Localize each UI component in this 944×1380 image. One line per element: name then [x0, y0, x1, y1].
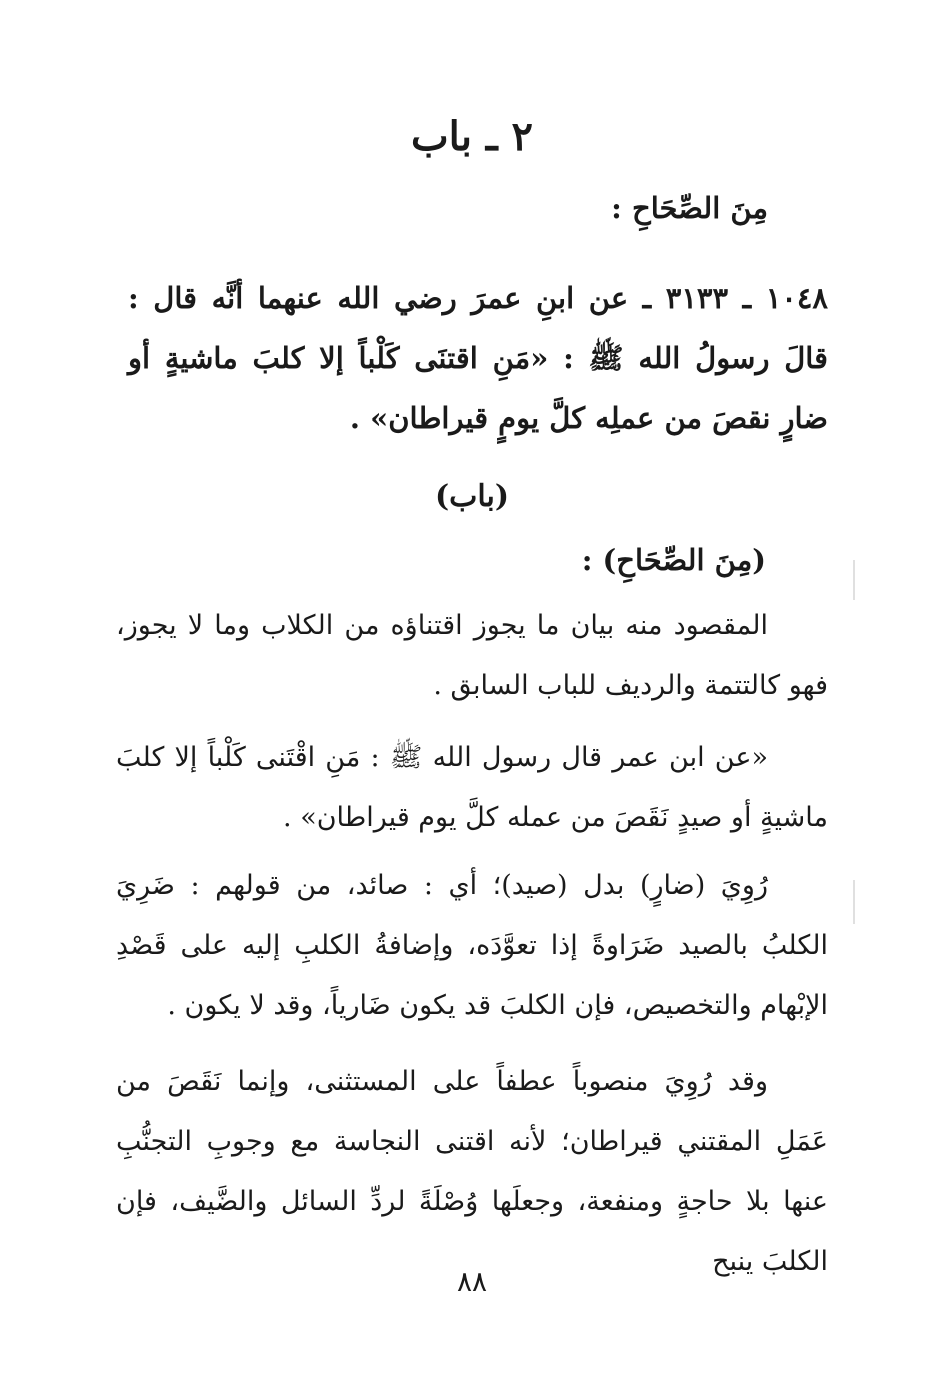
commentary-paragraph-1 — [116, 596, 828, 716]
commentary-paragraph-2 — [116, 728, 828, 848]
margin-scan-mark — [853, 880, 855, 924]
commentary-heading: (باب) — [434, 479, 510, 514]
sahah-label: مِنَ الصِّحَاحِ : — [611, 191, 768, 225]
paragraph-text: «عن ابن عمر قال رسول الله ﷺ : مَنِ اقْتَنى كَلْباً إلا كلبَ ماشيةٍ أو صيدٍ نَقَصَ من عمله كلَّ يوم قيراطان» . — [116, 742, 828, 833]
paragraph-text: المقصود منه بيان ما يجوز اقتناؤه من الكلاب وما لا يجوز، فهو كالتتمة والرديف للباب السابق . — [116, 610, 828, 701]
page-number: ٨٨ — [456, 1265, 488, 1298]
commentary-paragraph-3 — [116, 856, 828, 1036]
margin-scan-mark — [853, 560, 855, 600]
commentary-sahah-label: (مِنَ الصِّحَاحِ) : — [581, 543, 766, 577]
paragraph-text: وقد رُوِيَ منصوباً عطفاً على المستثنى، وإنما نَقَصَ من عَمَلِ المقتني قيراطان؛ لأنه اقتنى النجاسة مع وجوبِ التجنُّبِ عنها بلا حاجةٍ ومنفعة، وجعلَها وُصْلَةً لردِّ السائل والضَّيف، فإن الكلبَ ينبح — [116, 1066, 828, 1277]
paragraph-text: رُوِيَ (ضارٍ) بدل (صيد)؛ أي : صائد، من قولهم : ضَرِيَ الكلبُ بالصيد ضَرَاوةً إذا تعوَّدَه، وإضافةُ الكلبِ إليه على قَصْدِ الإبْهام والتخصيص، فإن الكلبَ قد يكون ضَارياً، وقد لا يكون . — [116, 870, 828, 1021]
hadith-text: ١٠٤٨ ـ ٣١٣٣ ـ عن ابنِ عمرَ رضي الله عنهما أنَّه قال : قالَ رسولُ الله ﷺ : «مَنِ اقتنَى كَلْباً إلا كلبَ ماشيةٍ أو ضارٍ نقصَ من عملِه كلَّ يومٍ قيراطان» . — [128, 281, 828, 435]
commentary-paragraph-4 — [116, 1052, 828, 1292]
chapter-heading: ٢ ـ باب — [410, 113, 534, 160]
